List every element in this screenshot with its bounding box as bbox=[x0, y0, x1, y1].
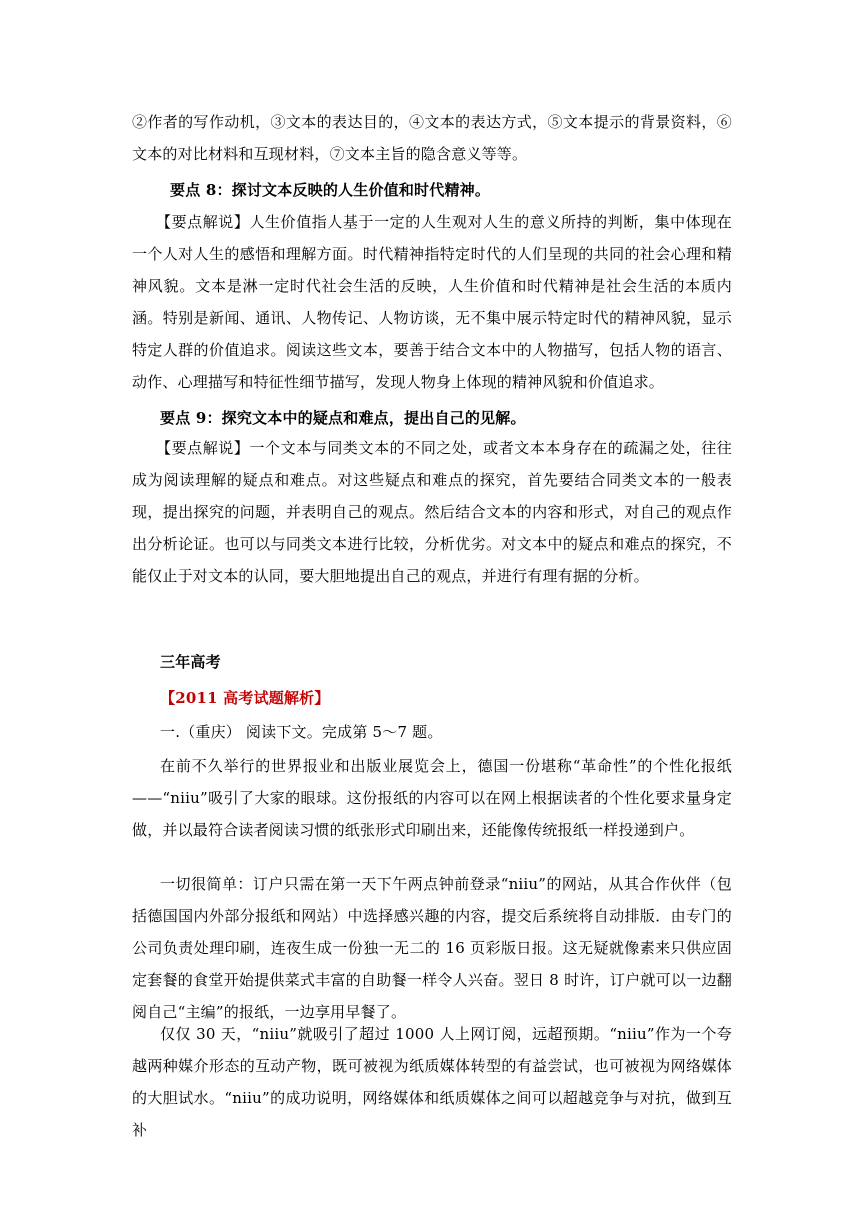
article-paragraph-1: 在前不久举行的世界报业和出版业展览会上，德国一份堪称“革命性”的个性化报纸——“niiu”吸引了大家的眼球。这份报纸的内容可以在网上根据读者的个性化要求量身定做，并以最符合读者阅读习惯的纸张形式印刷出来，还能像传统报纸一样投递到户。 bbox=[132, 757, 732, 839]
heading-point-8: 要点 8：探讨文本反映的人生价值和时代精神。 bbox=[170, 181, 491, 199]
section-title: 三年高考 bbox=[160, 653, 221, 671]
paragraph-top: ②作者的写作动机，③文本的表达目的，④文本的表达方式，⑤文本提示的背景资料，⑥文本的对比材料和互现材料，⑦文本主旨的隐含意义等等。 bbox=[132, 113, 732, 163]
heading-point-9: 要点 9：探究文本中的疑点和难点，提出自己的见解。 bbox=[160, 409, 526, 427]
question-intro: 一.（重庆） 阅读下文。完成第 5～7 题。 bbox=[160, 723, 443, 741]
subsection-title: 【2011 高考试题解析】 bbox=[160, 689, 330, 707]
explain-point-9: 【要点解说】一个文本与同类文本的不同之处，或者文本本身存在的疏漏之处，往往成为阅读理解的疑点和难点。对这些疑点和难点的探究，首先要结合同类文本的一般表现，提出探究的问题，并表明自己的观点。然后结合文本的内容和形式，对自己的观点作出分析论证。也可以与同类文本进行比较，分析优劣。对文本中的疑点和难点的探究，不能仅止于对文本的认同，要大胆地提出自己的观点，并进行有理有据的分析。 bbox=[132, 439, 732, 585]
article-paragraph-3: 仅仅 30 天，“niiu”就吸引了超过 1000 人上网订阅，远超预期。“niiu”作为一个夸越两种媒介形态的互动产物，既可被视为纸质媒体转型的有益尝试，也可被视为网络媒体的大胆试水。“niiu”的成功说明，网络媒体和纸质媒体之间可以超越竞争与对抗，做到互补 bbox=[132, 1025, 732, 1139]
explain-point-8: 【要点解说】人生价值指人基于一定的人生观对人生的意义所持的判断，集中体现在一个人对人生的感悟和理解方面。时代精神指特定时代的人们呈现的共同的社会心理和精神风貌。文本是淋一定时代社会生活的反映，人生价值和时代精神是社会生活的本质内涵。特别是新闻、通讯、人物传记、人物访谈，无不集中展示特定时代的精神风貌，显示特定人群的价值追求。阅读这些文本，要善于结合文本中的人物描写，包括人物的语言、动作、心理描写和特征性细节描写，发现人物身上体现的精神风貌和价值追求。 bbox=[132, 213, 732, 391]
article-paragraph-2: 一切很简单：订户只需在第一天下午两点钟前登录“niiu”的网站，从其合作伙伴（包括德国国内外部分报纸和网站）中选择感兴趣的内容，提交后系统将自动排版．由专门的公司负责处理印刷，连夜生成一份独一无二的 16 页彩版日报。这无疑就像素来只供应固定套餐的食堂开始提供菜式丰富的自助餐一样令人兴奋。翌日 8 时许，订户就可以一边翻阅自己“主编”的报纸，一边享用早餐了。 bbox=[132, 875, 732, 1021]
